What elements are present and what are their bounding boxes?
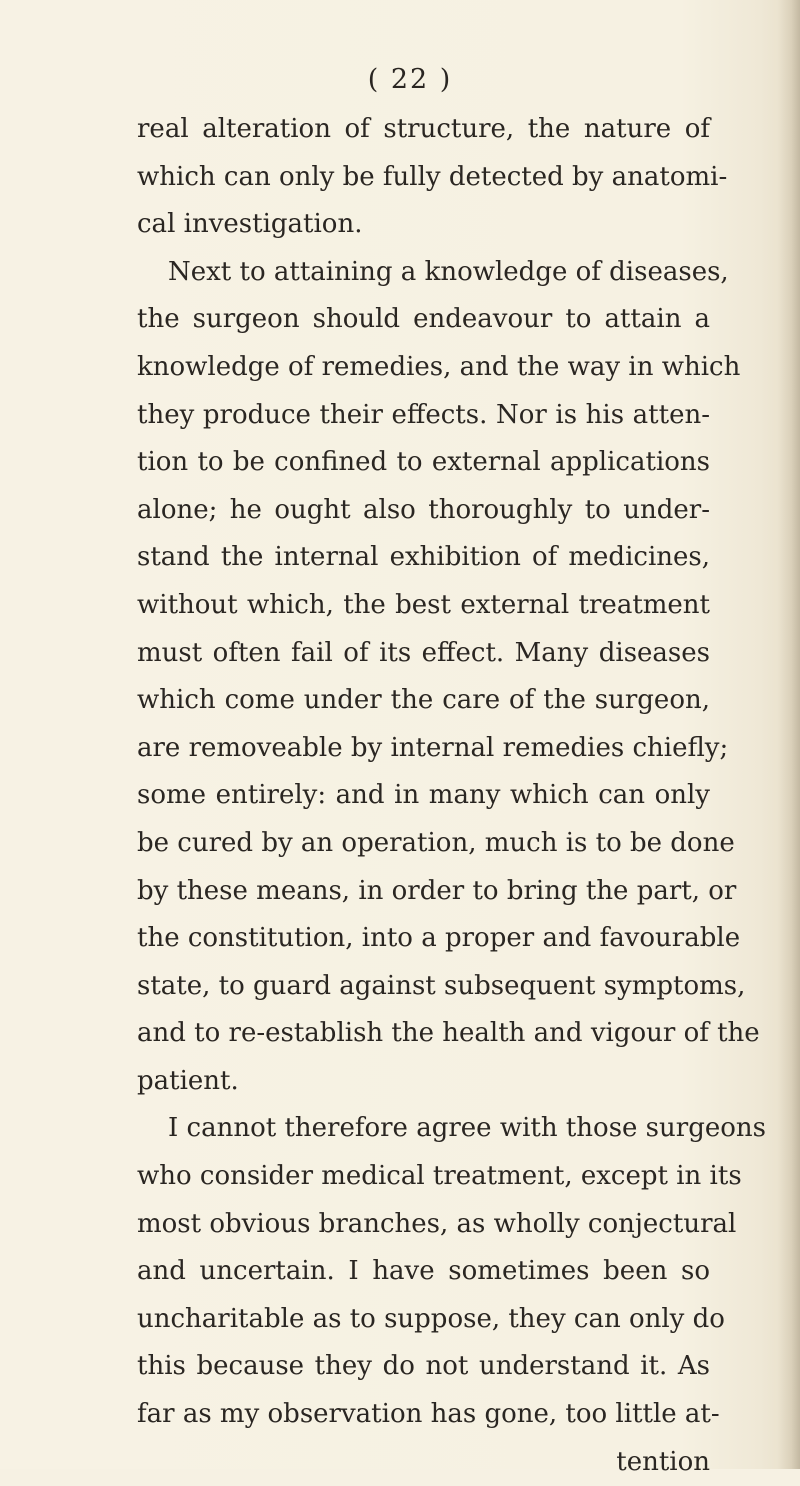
text-line: uncharitable as to suppose, they can only do (137, 1303, 725, 1334)
text-line: and uncertain. I have sometimes been so (137, 1256, 710, 1287)
text-line: be cured by an operation, much is to be done (137, 827, 735, 858)
text-line: must often fail of its effect. Many diseases (137, 637, 710, 668)
text-line: far as my observation has gone, too little at- (137, 1399, 720, 1430)
page-number: ( 22 ) (367, 64, 453, 95)
body-text (137, 106, 766, 1486)
text-line: alone; he ought also thoroughly to under- (137, 494, 710, 525)
text-line: this because they do not understand it. As (137, 1351, 710, 1382)
text-line: by these means, in order to bring the part, or (137, 875, 737, 906)
text-line: state, to guard against subsequent symptoms, (137, 970, 746, 1001)
text-line: are removeable by internal remedies chiefly; (137, 732, 729, 763)
text-line: real alteration of structure, the nature of (137, 114, 710, 144)
text-line: tion to be confined to external applications (137, 447, 710, 478)
text-line: without which, the best external treatment (137, 589, 710, 620)
catchword: tention (616, 1446, 710, 1477)
text-line: the constitution, into a proper and favourable (137, 923, 741, 954)
text-line: the surgeon should endeavour to attain a (137, 304, 710, 335)
text-line: stand the internal exhibition of medicines, (137, 542, 710, 573)
text-line: which come under the care of the surgeon, (137, 685, 710, 716)
text-line: I cannot therefore agree with those surgeons (168, 1113, 766, 1144)
text-line: they produce their effects. Nor is his atten- (137, 399, 710, 430)
text-line: who consider medical treatment, except in its (137, 1161, 742, 1192)
text-line: which can only be fully detected by anatomi- (137, 161, 728, 192)
page-edge-shadow (778, 0, 800, 1469)
text-line: most obvious branches, as wholly conjectural (137, 1208, 737, 1239)
text-line: patient. (137, 1065, 239, 1096)
text-line: some entirely: and in many which can only (137, 780, 710, 811)
text-line: cal investigation. (137, 209, 363, 240)
text-line: Next to attaining a knowledge of diseases, (168, 256, 729, 287)
text-line: knowledge of remedies, and the way in which (137, 351, 741, 382)
text-line: and to re-establish the health and vigour of the (137, 1018, 760, 1049)
